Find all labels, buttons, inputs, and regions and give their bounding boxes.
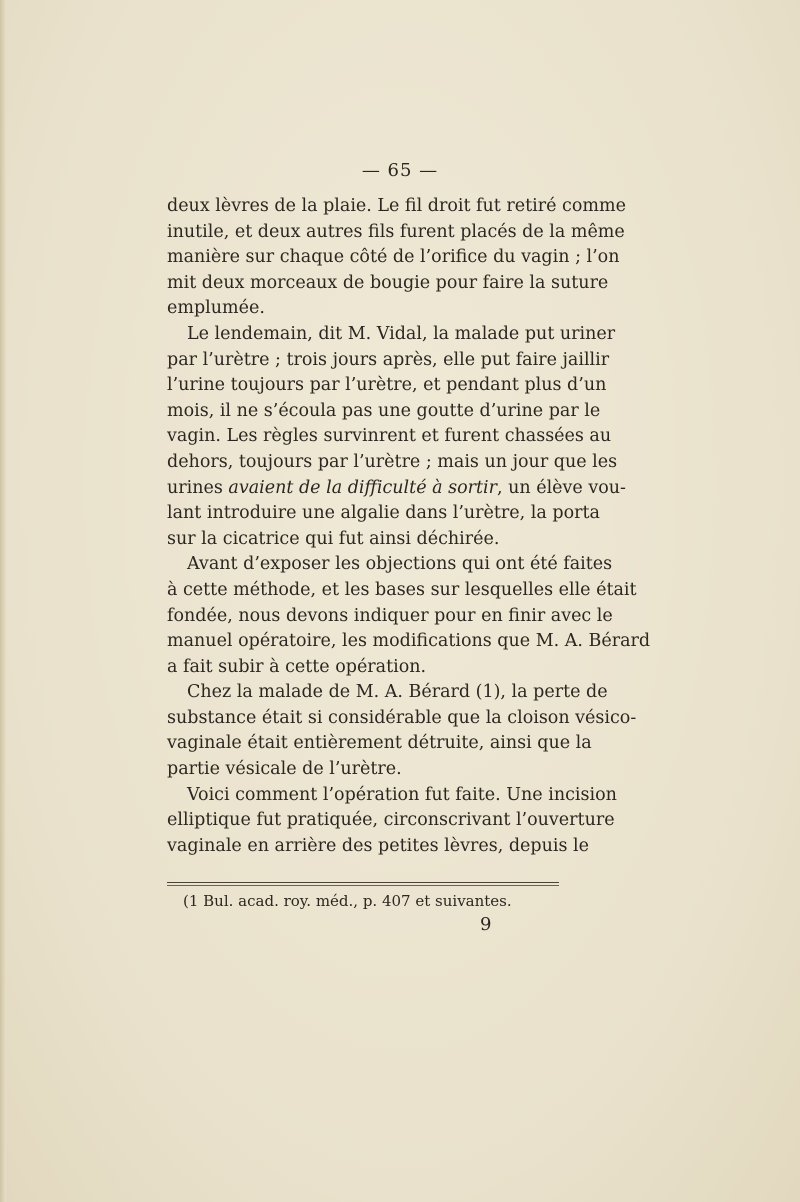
footnote-rule-double (167, 885, 559, 886)
text-line: vaginale en arrière des petites lèvres, depuis le (167, 835, 589, 856)
text-line: par l’urètre ; trois jours après, elle put faire jaillir (167, 349, 610, 370)
text-line: inutile, et deux autres fils furent placés de la même (167, 221, 625, 242)
text-line: mit deux morceaux de bougie pour faire la suture (167, 272, 609, 293)
text-line: fondée, nous devons indiquer pour en finir avec le (167, 605, 613, 626)
text-line: deux lèvres de la plaie. Le fil droit fut retiré comme (167, 196, 626, 216)
text-segment: urines (167, 477, 229, 498)
text-line: partie vésicale de l’urètre. (167, 759, 402, 780)
text-line: à cette méthode, et les bases sur lesquelles elle était (167, 579, 637, 600)
text-line: manuel opératoire, les modifications que M. A. Bérard (167, 631, 651, 652)
text-line: lant introduire une algalie dans l’urètre, la porta (167, 503, 600, 524)
text-line: Voici comment l’opération fut faite. Une incision (187, 784, 617, 805)
body-text (167, 194, 651, 859)
text-line (167, 476, 626, 502)
text-line: manière sur chaque côté de l’orifice du vagin ; l’on (167, 247, 620, 268)
text-line: substance était si considérable que la cloison vésico- (167, 707, 637, 728)
text-line: vaginale était entièrement détruite, ainsi que la (167, 733, 592, 754)
text-line: l’urine toujours par l’urètre, et pendant plus d’un (167, 375, 607, 396)
italic-phrase: avaient de la difficulté à sortir (228, 477, 497, 498)
text-line: Le lendemain, dit M. Vidal, la malade put uriner (187, 323, 616, 344)
text-line: elliptique fut pratiquée, circonscrivant l’ouverture (167, 810, 615, 831)
text-line: sur la cicatrice qui fut ainsi déchirée. (167, 528, 500, 549)
page-number: — 65 — (361, 160, 439, 181)
text-line: Avant d’exposer les objections qui ont été faites (187, 554, 613, 575)
text-line: mois, il ne s’écoula pas une goutte d’urine par le (167, 400, 601, 421)
footnote-rule (167, 882, 559, 883)
text-line: Chez la malade de M. A. Bérard (1), la perte de (187, 682, 608, 703)
signature-mark: 9 (480, 914, 492, 935)
footnote: (1 Bul. acad. roy. méd., p. 407 et suivantes. (183, 892, 512, 910)
text-line: emplumée. (167, 298, 265, 319)
text-line: dehors, toujours par l’urètre ; mais un jour que les (167, 451, 618, 472)
text-segment: , un élève vou- (496, 477, 626, 498)
text-line: vagin. Les règles survinrent et furent chassées au (167, 426, 612, 447)
text-line: a fait subir à cette opération. (167, 656, 427, 677)
